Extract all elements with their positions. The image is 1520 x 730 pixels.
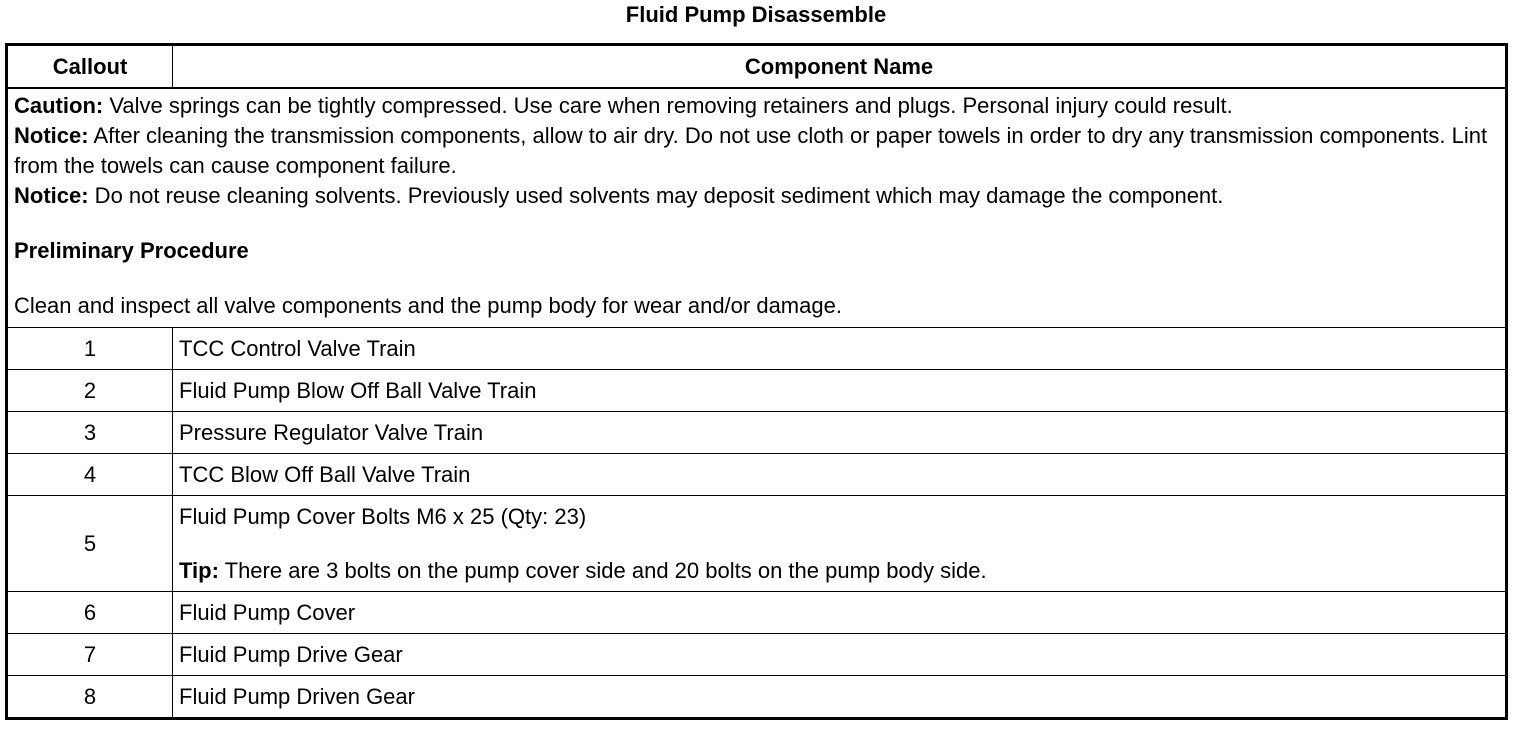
callout-cell: 7 (7, 634, 173, 676)
table-row (7, 592, 1507, 634)
table-row (7, 496, 1507, 592)
component-name-cell: Fluid Pump Blow Off Ball Valve Train (173, 370, 1507, 412)
table-row (7, 454, 1507, 496)
note-text: Valve springs can be tightly compressed. Use care when removing retainers and plugs. Personal injury could result. (103, 93, 1233, 118)
callout-cell: 5 (7, 496, 173, 592)
callout-cell: 1 (7, 328, 173, 370)
note-label: Caution: (14, 93, 104, 118)
preliminary-procedure-heading: Preliminary Procedure (14, 238, 249, 263)
component-name-cell: Fluid Pump Cover (173, 592, 1507, 634)
callout-cell: 6 (7, 592, 173, 634)
note-text: Do not reuse cleaning solvents. Previously used solvents may deposit sediment which may damage the component. (88, 183, 1224, 208)
component-name-cell: Fluid Pump Drive Gear (173, 634, 1507, 676)
callout-column-header: Callout (7, 45, 173, 89)
notes-cell (7, 88, 1507, 328)
table-row (7, 412, 1507, 454)
table-row (7, 370, 1507, 412)
component-name-cell: TCC Blow Off Ball Valve Train (173, 454, 1507, 496)
caution-note (14, 91, 1499, 121)
component-name-text: Fluid Pump Cover Bolts M6 x 25 (Qty: 23) (179, 503, 587, 529)
callout-cell: 3 (7, 412, 173, 454)
component-name-cell: Fluid Pump Driven Gear (173, 676, 1507, 719)
preliminary-procedure-text: Clean and inspect all valve components and the pump body for wear and/or damage. (14, 293, 842, 318)
callout-cell: 2 (7, 370, 173, 412)
procedure-table (5, 43, 1508, 720)
component-name-column-header: Component Name (173, 45, 1507, 89)
note-label: Notice: (14, 183, 89, 208)
table-row (7, 328, 1507, 370)
component-name-cell: Pressure Regulator Valve Train (173, 412, 1507, 454)
component-name-cell (173, 496, 1507, 592)
notes-row (7, 88, 1507, 328)
tip-label: Tip: (179, 557, 219, 583)
table-row (7, 676, 1507, 719)
tip-text: There are 3 bolts on the pump cover side and 20 bolts on the pump body side. (218, 557, 987, 583)
note-text: After cleaning the transmission components, allow to air dry. Do not use cloth or paper towels in order to dry any transmission components. Lint from the towels can cause component failure. (14, 123, 1488, 178)
tip-note (179, 556, 1505, 586)
note-label: Notice: (14, 123, 89, 148)
notice-note (14, 181, 1499, 211)
notice-note (14, 121, 1499, 181)
callout-cell: 8 (7, 676, 173, 719)
page-title: Fluid Pump Disassemble (625, 2, 887, 27)
table-header-row (7, 45, 1507, 89)
callout-cell: 4 (7, 454, 173, 496)
table-row (7, 634, 1507, 676)
component-name-cell: TCC Control Valve Train (173, 328, 1507, 370)
